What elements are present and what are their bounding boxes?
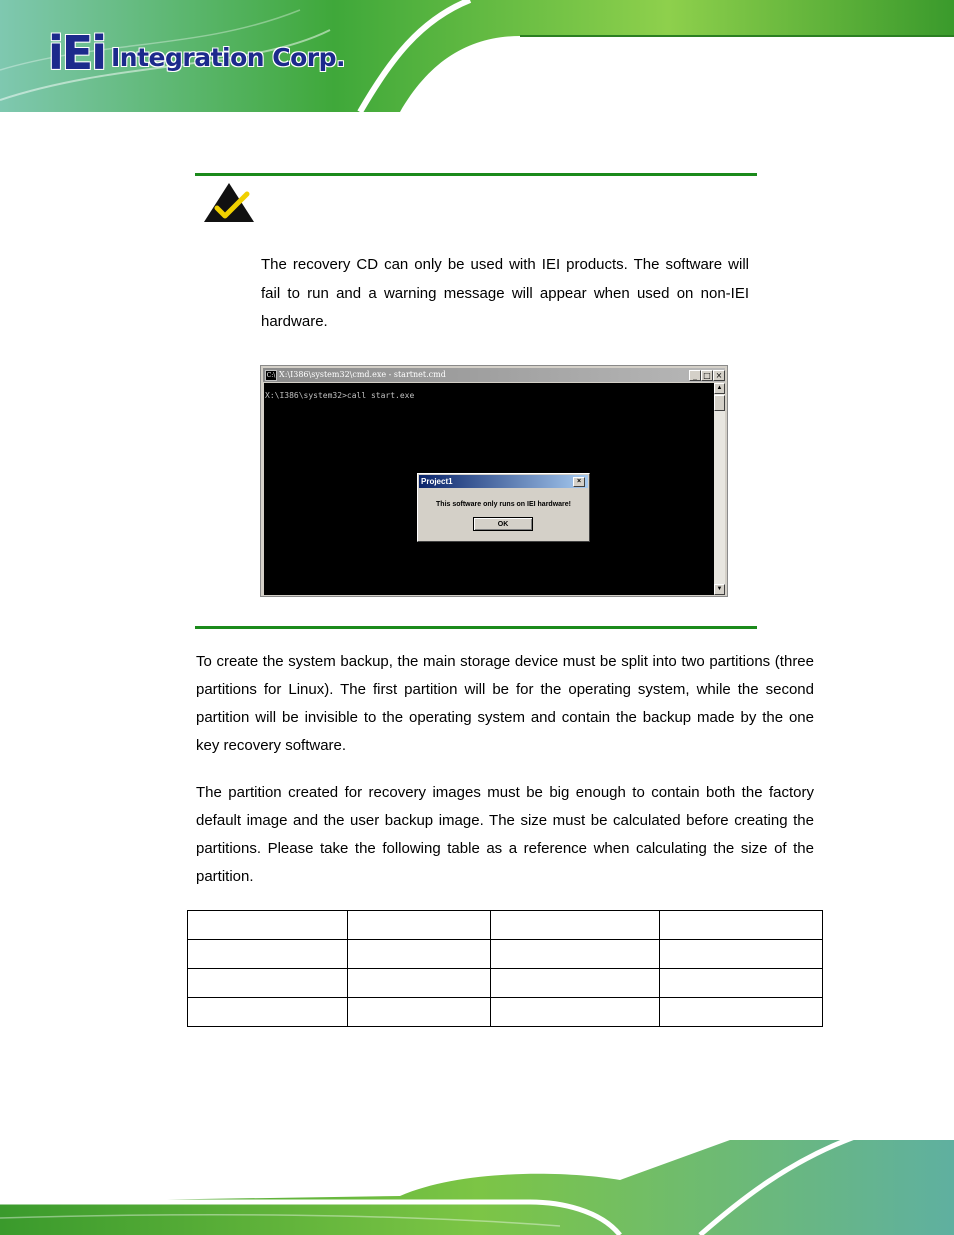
table-cell xyxy=(347,998,490,1027)
dialog-title-bar xyxy=(419,475,588,488)
console-area xyxy=(264,383,714,595)
table-cell xyxy=(660,940,823,969)
table-cell xyxy=(347,911,490,940)
table-cell xyxy=(188,969,348,998)
dialog-ok-button[interactable]: OK xyxy=(473,517,533,531)
table-cell xyxy=(660,998,823,1027)
table-cell xyxy=(188,940,348,969)
table-cell xyxy=(490,911,660,940)
table-cell xyxy=(490,969,660,998)
table-cell xyxy=(188,911,348,940)
window-title-bar xyxy=(263,368,725,382)
dialog-message: This software only runs on IEI hardware! xyxy=(436,501,571,508)
minimize-button[interactable]: _ xyxy=(689,370,701,381)
partition-size-table xyxy=(187,910,823,1027)
note-text: The recovery CD can only be used with IEI products. The software will fail to run and a warning message will appear when used on non-IEI hardware. xyxy=(261,256,749,330)
table-cell xyxy=(660,969,823,998)
console-line: X:\I386\system32>call start.exe xyxy=(265,391,415,400)
logo-brand: iEi xyxy=(48,26,105,80)
body-paragraph-1: To create the system backup, the main storage device must be split into two partitions (three partitions for Linux). The first partition will be for the operating system, while the second partition will be invisible to the operating system and contain the backup made by the one key recovery software. xyxy=(196,653,814,754)
note-bottom-rule xyxy=(195,626,757,629)
company-logo xyxy=(48,26,346,80)
table-cell xyxy=(660,911,823,940)
cmd-icon: C:\ xyxy=(266,372,276,379)
table-cell xyxy=(490,998,660,1027)
table-cell xyxy=(490,940,660,969)
scroll-up-icon[interactable]: ▲ xyxy=(714,383,725,394)
table-row xyxy=(188,969,823,998)
dialog-close-button[interactable]: × xyxy=(573,477,585,487)
warning-check-icon xyxy=(203,182,255,224)
error-dialog xyxy=(417,473,590,542)
maximize-button[interactable]: □ xyxy=(701,370,713,381)
body-paragraph-2: The partition created for recovery images must be big enough to contain both the factory default image and the user backup image. The size must be calculated before creating the partitions. Please take the following table as a reference when calculating the size of the partition. xyxy=(196,784,814,885)
window-title: X:\I386\system32\cmd.exe - startnet.cmd xyxy=(279,370,446,379)
screenshot-cmd-window xyxy=(260,365,728,597)
scroll-down-icon[interactable]: ▼ xyxy=(714,584,725,595)
note-top-rule xyxy=(195,173,757,176)
footer-banner xyxy=(0,1130,954,1235)
table-row xyxy=(188,911,823,940)
table-cell xyxy=(347,969,490,998)
table-cell xyxy=(188,998,348,1027)
table-cell xyxy=(347,940,490,969)
close-button[interactable]: × xyxy=(713,370,725,381)
scroll-thumb[interactable] xyxy=(714,395,725,411)
dialog-title: Project1 xyxy=(421,477,453,486)
table-row xyxy=(188,940,823,969)
logo-company-name: Integration Corp. xyxy=(110,43,346,72)
vertical-scrollbar[interactable] xyxy=(714,383,725,595)
table-row xyxy=(188,998,823,1027)
